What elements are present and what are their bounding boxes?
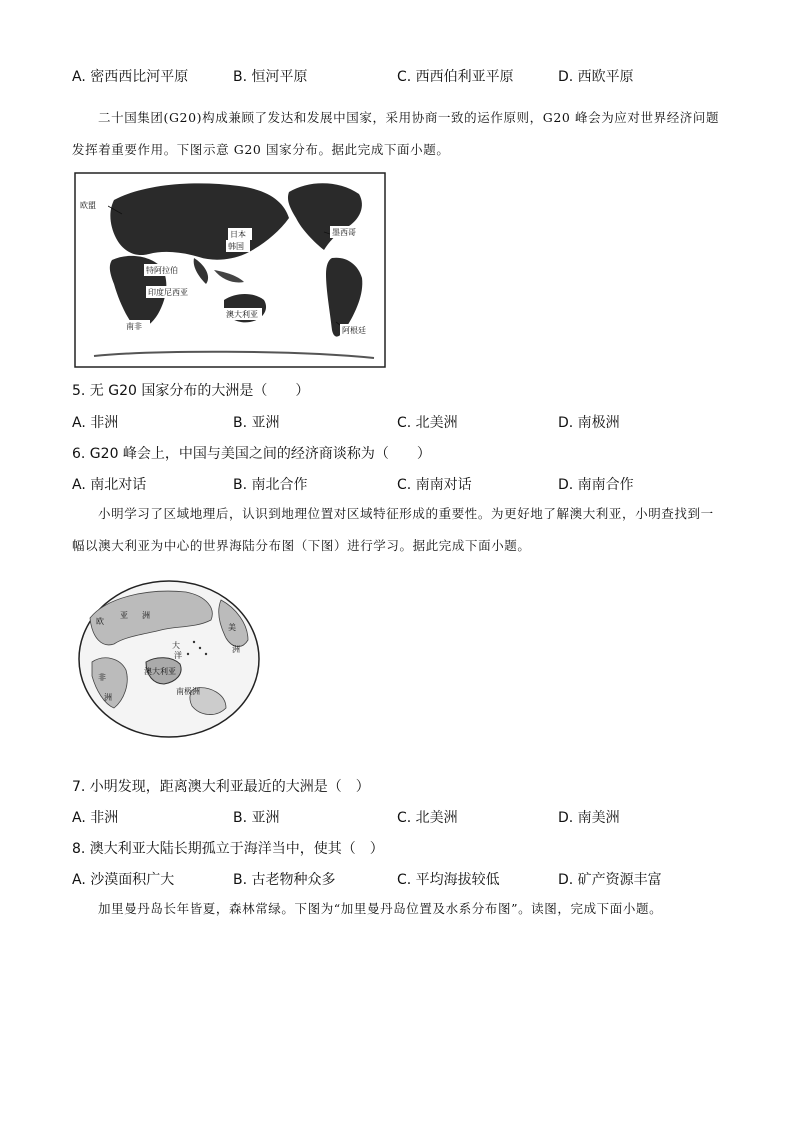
- label-antarctica: 南极洲: [176, 687, 200, 696]
- q6-option-c[interactable]: C. 南南对话: [397, 477, 472, 493]
- label-south-africa: 南非: [126, 322, 142, 331]
- label-australia: 澳大利亚: [226, 310, 258, 319]
- q6-stem: 6. G20 峰会上，中国与美国之间的经济商谈称为（ ）: [72, 446, 431, 462]
- label-australia: 澳大利亚: [144, 667, 176, 676]
- q8-stem: 8. 澳大利亚大陆长期孤立于海洋当中，使其（ ）: [72, 841, 384, 857]
- label-eu: 欧: [96, 617, 104, 626]
- label-mexico: 墨西哥: [332, 228, 356, 237]
- label-eu: 欧盟: [80, 201, 96, 210]
- q6-options: [72, 474, 752, 496]
- q7-option-c[interactable]: C. 北美洲: [397, 810, 458, 826]
- option-a[interactable]: A. 密西西比河平原: [72, 69, 189, 85]
- q8-option-d[interactable]: D. 矿产资源丰富: [558, 872, 662, 888]
- q6-option-a[interactable]: A. 南北对话: [72, 477, 147, 493]
- q5-option-c[interactable]: C. 北美洲: [397, 415, 458, 431]
- label-mei: 美: [228, 623, 236, 632]
- label-zhou1: 洲: [142, 611, 150, 620]
- q8-option-c[interactable]: C. 平均海拔较低: [397, 872, 500, 888]
- q7-option-d[interactable]: D. 南美洲: [558, 810, 620, 826]
- q5-option-d[interactable]: D. 南极洲: [558, 415, 620, 431]
- q5-option-a[interactable]: A. 非洲: [72, 415, 119, 431]
- passage-australia: 小明学习了区域地理后，认识到地理位置对区域特征形成的重要性。为更好地了解澳大利亚，小明查找到一幅以澳大利亚为中心的世界海陆分布图（下图）进行学习。据此完成下面小题。: [72, 506, 714, 553]
- label-ya: 亚: [120, 611, 128, 620]
- q8-options: [72, 869, 752, 891]
- q6-option-b[interactable]: B. 南北合作: [233, 477, 308, 493]
- option-b[interactable]: B. 恒河平原: [233, 69, 308, 85]
- prev-question-options: [72, 66, 752, 88]
- label-fei: 非: [98, 673, 106, 682]
- label-yang: 洋: [174, 651, 182, 660]
- option-d[interactable]: D. 西欧平原: [558, 69, 634, 85]
- label-argentina: 阿根廷: [342, 326, 366, 335]
- g20-map-figure: [74, 172, 386, 368]
- passage-borneo: 加里曼丹岛长年皆夏，森林常绿。下图为“加里曼丹岛位置及水系分布图”。读图，完成下面小题。: [98, 901, 663, 916]
- label-indonesia: 印度尼西亚: [148, 288, 188, 297]
- q7-option-a[interactable]: A. 非洲: [72, 810, 119, 826]
- q5-option-b[interactable]: B. 亚洲: [233, 415, 280, 431]
- q7-stem: 7. 小明发现，距离澳大利亚最近的大洲是（ ）: [72, 779, 370, 795]
- label-saudi: 特阿拉伯: [146, 266, 178, 275]
- q7-options: [72, 807, 752, 829]
- australia-centered-map-figure: [76, 578, 262, 740]
- q5-stem: 5. 无 G20 国家分布的大洲是（ ）: [72, 383, 310, 399]
- q7-option-b[interactable]: B. 亚洲: [233, 810, 280, 826]
- q8-option-a[interactable]: A. 沙漠面积广大: [72, 872, 175, 888]
- q8-option-b[interactable]: B. 古老物种众多: [233, 872, 336, 888]
- option-c[interactable]: C. 西西伯利亚平原: [397, 69, 514, 85]
- q5-options: [72, 412, 752, 434]
- label-korea: 韩国: [228, 242, 244, 251]
- label-da: 大: [172, 641, 180, 650]
- label-japan: 日本: [230, 230, 246, 239]
- label-zhou3: 洲: [104, 693, 112, 702]
- passage-g20: 二十国集团(G20)构成兼顾了发达和发展中国家，采用协商一致的运作原则，G20 峰会为应对世界经济问题发挥着重要作用。下图示意 G20 国家分布。据此完成下面小题。: [72, 110, 720, 157]
- q6-option-d[interactable]: D. 南南合作: [558, 477, 634, 493]
- label-zhou2: 洲: [232, 645, 240, 654]
